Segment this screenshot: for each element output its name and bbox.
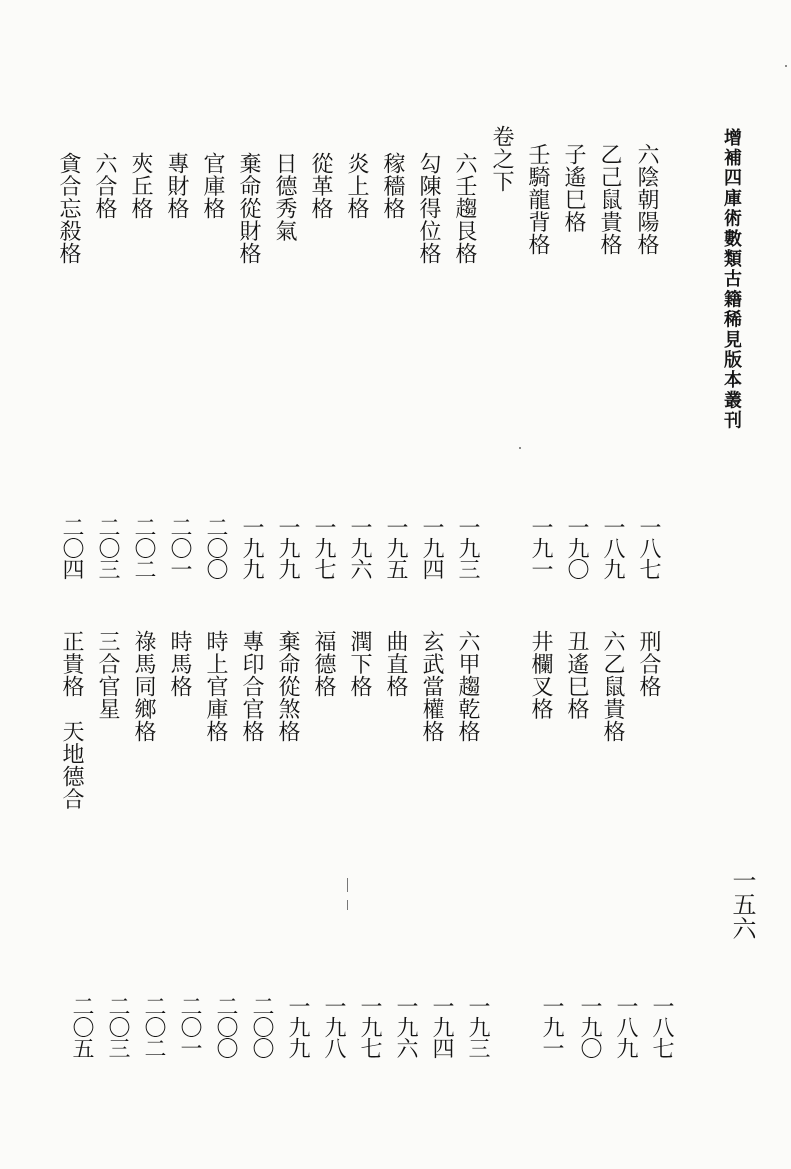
toc-entry-page: 二〇二	[131, 516, 156, 579]
toc-entry-page: 二〇一	[167, 516, 192, 579]
volume-heading: 卷之下	[489, 125, 514, 193]
toc-entry-name: 從革格	[308, 152, 333, 220]
page-number: 一五六	[728, 868, 756, 940]
toc-entry-name: 曲直格	[383, 630, 408, 698]
toc-entry-name: 稼穡格	[380, 152, 405, 220]
toc-entry-page: 二〇〇	[213, 995, 238, 1058]
toc-entry-name: 棄命從煞格	[275, 630, 300, 743]
toc-entry-page: 一九九	[285, 995, 310, 1058]
toc-entry-page: 一八七	[649, 995, 674, 1058]
toc-entry-page: 一九五	[383, 516, 408, 579]
toc-entry-page: 一九〇	[564, 516, 589, 579]
toc-entry-page: 二〇三	[105, 995, 130, 1058]
toc-entry-page: 一九六	[347, 516, 372, 579]
toc-entry-name: 六陰朝陽格	[634, 143, 659, 256]
toc-entry-name: 正貴格 天地德合	[59, 630, 84, 810]
toc-entry-name: 六乙鼠貴格	[600, 630, 625, 743]
toc-entry-page: 一九三	[465, 995, 490, 1058]
toc-entry-name: 棄命從財格	[236, 152, 261, 265]
toc-entry-name: 六甲趨乾格	[455, 630, 480, 743]
toc-entry-page: 一八九	[600, 516, 625, 579]
toc-entry-page: 一九三	[455, 516, 480, 579]
toc-entry-name: 專印合官格	[239, 630, 264, 743]
toc-entry-page: 二〇〇	[249, 995, 274, 1058]
toc-entry-name: 夾丘格	[128, 152, 153, 220]
toc-entry-name: 乙己鼠貴格	[597, 143, 622, 256]
toc-entry-page: 一九七	[357, 995, 382, 1058]
toc-entry-page: 一九九	[275, 516, 300, 579]
toc-entry-name: 時上官庫格	[203, 630, 228, 743]
toc-entry-page: 一九四	[429, 995, 454, 1058]
toc-entry-page: 一九九	[239, 516, 264, 579]
toc-entry-name: 勾陳得位格	[416, 152, 441, 265]
toc-entry-page: 一九六	[393, 995, 418, 1058]
toc-entry-name: 玄武當權格	[419, 630, 444, 743]
toc-entry-name: 壬騎龍背格	[525, 143, 550, 256]
toc-entry-name: 時馬格	[167, 630, 192, 698]
toc-entry-page: 一八九	[613, 995, 638, 1058]
speck	[519, 447, 521, 449]
toc-entry-name: 專財格	[164, 152, 189, 220]
toc-entry-name: 炎上格	[344, 152, 369, 220]
toc-entry-name: 祿馬同鄉格	[131, 630, 156, 743]
toc-entry-page: 二〇二	[141, 995, 166, 1058]
toc-entry-name: 丑遙巳格	[564, 630, 589, 720]
toc-entry-name: 潤下格	[347, 630, 372, 698]
gutter-mark	[347, 878, 348, 892]
toc-entry-name: 刑合格	[636, 630, 661, 698]
toc-entry-page: 一九八	[321, 995, 346, 1058]
toc-entry-name: 六壬趨艮格	[452, 152, 477, 265]
toc-entry-page: 二〇五	[69, 995, 94, 1058]
toc-entry-page: 一九四	[419, 516, 444, 579]
toc-entry-page: 一九七	[311, 516, 336, 579]
toc-entry-name: 子遙巳格	[561, 143, 586, 233]
toc-entry-page: 一九〇	[577, 995, 602, 1058]
toc-entry-name: 官庫格	[200, 152, 225, 220]
toc-entry-name: 六合格	[92, 152, 117, 220]
toc-entry-page: 二〇一	[177, 995, 202, 1058]
toc-entry-page: 二〇〇	[203, 516, 228, 579]
toc-entry-name: 貪合忘殺格	[56, 152, 81, 265]
toc-entry-name: 三合官星	[95, 630, 120, 720]
toc-entry-page: 一八七	[636, 516, 661, 579]
toc-entry-name: 福德格	[311, 630, 336, 698]
series-title: 增補四庫術數類古籍稀見版本叢刊	[721, 128, 742, 431]
toc-entry-page: 二〇四	[59, 516, 84, 579]
speck	[785, 65, 787, 67]
toc-entry-page: 二〇三	[95, 516, 120, 579]
toc-entry-page: 一九一	[539, 995, 564, 1058]
toc-entry-name: 日德秀氣	[272, 152, 297, 242]
gutter-mark	[347, 900, 348, 910]
toc-entry-page: 一九一	[528, 516, 553, 579]
toc-entry-name: 井欄叉格	[528, 630, 553, 720]
